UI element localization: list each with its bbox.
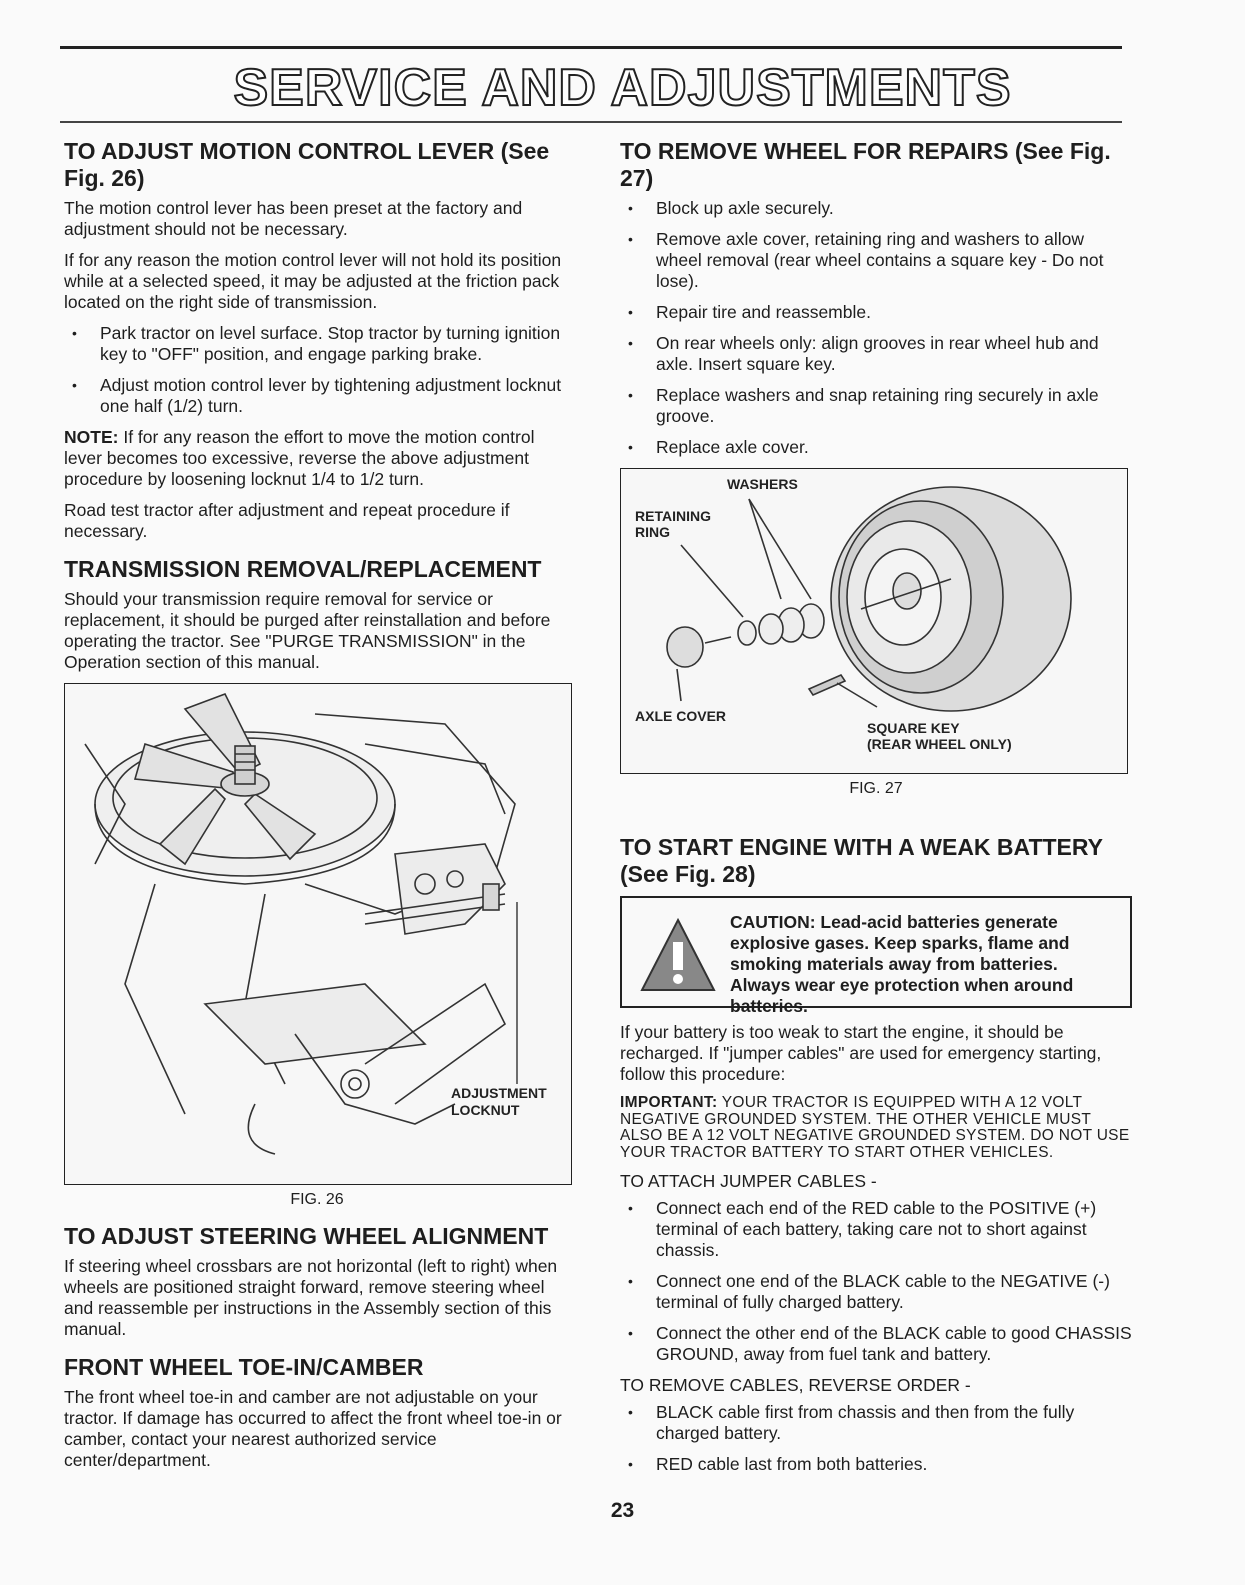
top-rule: [60, 46, 1122, 49]
transmission-text: Should your transmission require removal for service or replacement, it should be purged after reinstallation and before operating the tractor. See "PURGE TRANSMISSION" in the Operation section of this manual.: [64, 589, 551, 672]
title-rule: [60, 121, 1122, 123]
list-item: • On rear wheels only: align grooves in rear wheel hub and axle. Insert square key.: [620, 333, 1132, 375]
motion-lever-detail: If for any reason the motion control lever will not hold its position while at a selected speed, it may be adjusted at the friction pack located on the right side of transmission.: [64, 250, 562, 312]
steering-heading: TO ADJUST STEERING WHEEL ALIGNMENT: [64, 1223, 549, 1249]
remove-cables-steps: [620, 1402, 1132, 1475]
toe-in-heading: FRONT WHEEL TOE-IN/CAMBER: [64, 1354, 424, 1380]
fig-26-caption: FIG. 26: [290, 1191, 344, 1208]
rear-wheel-only-label: (REAR WHEEL ONLY): [867, 736, 1012, 752]
washers-label: WASHERS: [727, 476, 798, 492]
left-column: [64, 138, 570, 1481]
important-label: IMPORTANT:: [620, 1094, 718, 1111]
list-item: • Repair tire and reassemble.: [620, 302, 1132, 323]
list-item: • Adjust motion control lever by tightening adjustment locknut one half (1/2) turn.: [64, 375, 570, 417]
weak-battery-heading: TO START ENGINE WITH A WEAK BATTERY (See Fig. 28): [620, 834, 1103, 887]
weak-battery-intro: If your battery is too weak to start the engine, it should be recharged. If "jumper cables" are used for emergency starting, follow this procedure:: [620, 1022, 1102, 1084]
fig-27-caption: FIG. 27: [849, 780, 903, 797]
motion-lever-steps: [64, 323, 570, 417]
motion-lever-intro: The motion control lever has been preset at the factory and adjustment should not be necessary.: [64, 198, 523, 239]
list-item: • BLACK cable first from chassis and then from the fully charged battery.: [620, 1402, 1132, 1444]
adjustment-label: ADJUSTMENT: [451, 1085, 547, 1101]
caution-box: [620, 896, 1132, 1016]
retaining-ring-label-line1: RETAINING: [635, 508, 711, 524]
wheel-drawing: [621, 469, 1127, 773]
motion-lever-note: [64, 427, 570, 490]
list-item: • Replace axle cover.: [620, 437, 1132, 458]
fig-27-illustration: [620, 468, 1128, 774]
retaining-ring-label-line2: RING: [635, 524, 670, 540]
axle-cover-label: AXLE COVER: [635, 708, 727, 724]
important-notice: [620, 1095, 1132, 1161]
wheel-repair-steps: [620, 198, 1132, 458]
wheel-repair-heading: TO REMOVE WHEEL FOR REPAIRS (See Fig. 27): [620, 138, 1111, 191]
warning-icon: [638, 916, 718, 996]
attach-cables-steps: [620, 1198, 1132, 1365]
page-number: 23: [610, 1499, 635, 1522]
motion-lever-road-test: Road test tractor after adjustment and repeat procedure if necessary.: [64, 500, 510, 541]
note-text: If for any reason the effort to move the motion control lever becomes too excessive, reverse the above adjustment procedure by loosening locknut 1/4 to 1/2 turn.: [64, 427, 535, 489]
attach-cables-heading: TO ATTACH JUMPER CABLES -: [620, 1171, 877, 1191]
page-title: SERVICE AND ADJUSTMENTS: [233, 59, 1012, 117]
caution-text: CAUTION: Lead-acid batteries generate explosive gases. Keep sparks, flame and smoking materials away from batteries. Always wear eye protection when around batteries.: [730, 912, 1074, 1016]
square-key-label: SQUARE KEY: [867, 720, 960, 736]
important-text: YOUR TRACTOR IS EQUIPPED WITH A 12 VOLT NEGATIVE GROUNDED SYSTEM. THE OTHER VEHICLE MUST ALSO BE A 12 VOLT NEGATIVE GROUNDED SYSTEM. DO NOT USE YOUR TRACTOR BATTERY TO START OTHER VEHICLES.: [620, 1094, 1130, 1161]
transmission-heading: TRANSMISSION REMOVAL/REPLACEMENT: [64, 556, 542, 582]
fig-26-illustration: [64, 683, 572, 1185]
note-label: NOTE:: [64, 427, 119, 447]
list-item: • Park tractor on level surface. Stop tractor by turning ignition key to "OFF" position, and engage parking brake.: [64, 323, 570, 365]
steering-text: If steering wheel crossbars are not horizontal (left to right) when wheels are positioned straight forward, remove steering wheel and reassemble per instructions in the Assembly section of this manual.: [64, 1256, 558, 1339]
right-column: [620, 138, 1132, 1485]
locknut-label: LOCKNUT: [451, 1102, 520, 1118]
list-item: • Block up axle securely.: [620, 198, 1132, 219]
list-item: • Remove axle cover, retaining ring and washers to allow wheel removal (rear wheel contains a square key - Do not lose).: [620, 229, 1132, 292]
motion-lever-heading: TO ADJUST MOTION CONTROL LEVER (See Fig. 26): [64, 138, 550, 191]
list-item: • Connect the other end of the BLACK cable to good CHASSIS GROUND, away from fuel tank and battery.: [620, 1323, 1132, 1365]
list-item: • Connect each end of the RED cable to the POSITIVE (+) terminal of each battery, taking care not to short against chassis.: [620, 1198, 1132, 1261]
remove-cables-heading: TO REMOVE CABLES, REVERSE ORDER -: [620, 1375, 971, 1395]
list-item: • Replace washers and snap retaining ring securely in axle groove.: [620, 385, 1132, 427]
toe-in-text: The front wheel toe-in and camber are not adjustable on your tractor. If damage has occurred to affect the front wheel toe-in or camber, contact your nearest authorized service center/department.: [64, 1387, 562, 1470]
list-item: • Connect one end of the BLACK cable to the NEGATIVE (-) terminal of fully charged battery.: [620, 1271, 1132, 1313]
list-item: • RED cable last from both batteries.: [620, 1454, 1132, 1475]
transmission-drawing: [65, 684, 571, 1184]
